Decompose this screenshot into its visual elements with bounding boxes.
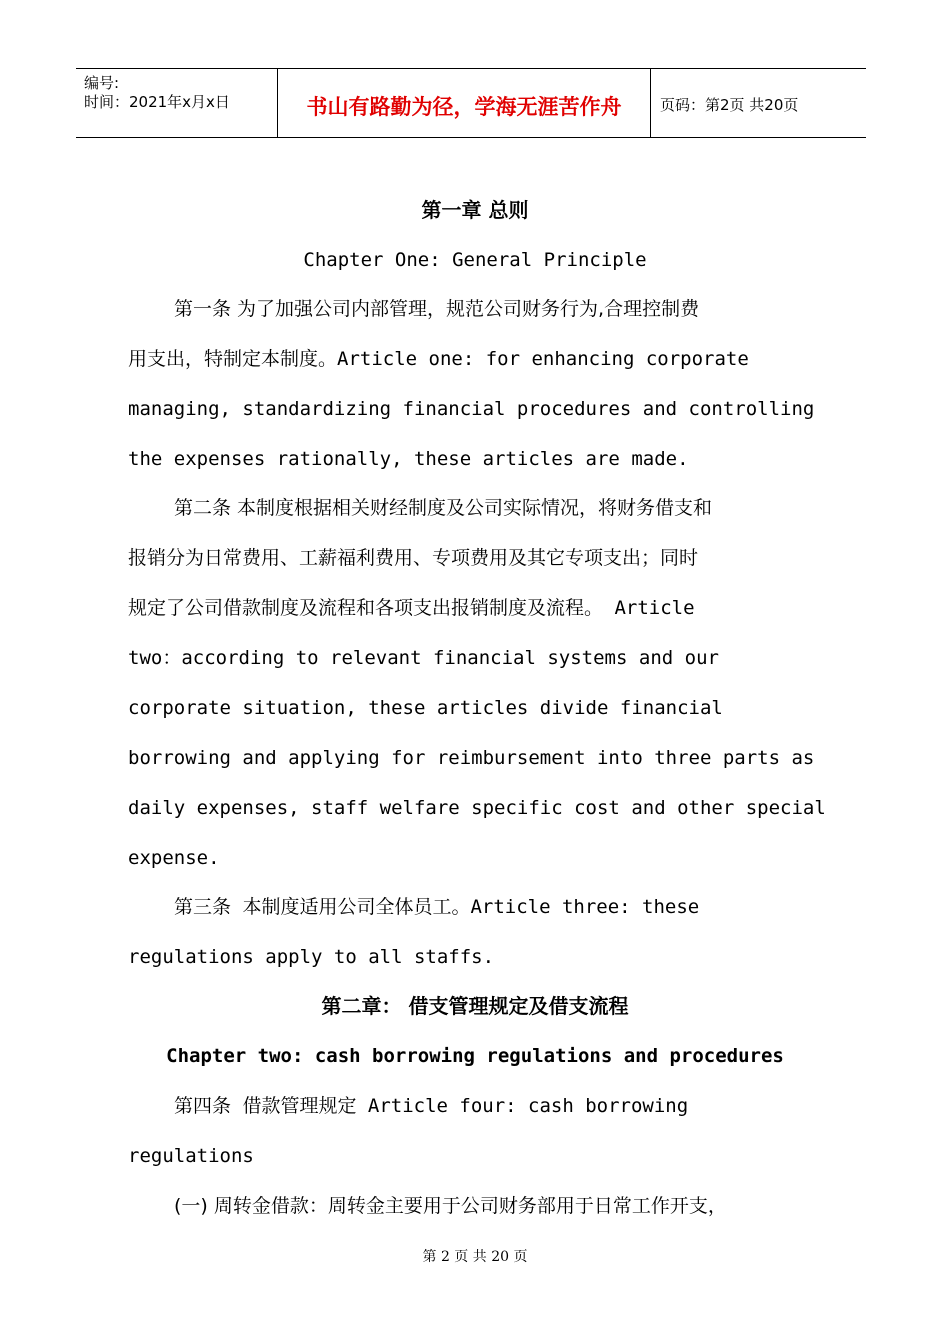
chapter-1-title-en: Chapter One: General Principle bbox=[303, 249, 647, 271]
article-2-line-1: 第二条 本制度根据相关财经制度及公司实际情况，将财务借支和 bbox=[174, 497, 713, 519]
article-1-line-2: 用支出，特制定本制度。Article one: for enhancing corporate bbox=[128, 348, 749, 370]
article-2-line-5: corporate situation, these articles divide financial bbox=[128, 697, 723, 719]
document-date: 时间：2021年x月x日 bbox=[84, 93, 230, 111]
page-footer: 第 2 页 共 20 页 bbox=[422, 1249, 528, 1265]
article-1-line-4: the expenses rationally, these articles are made. bbox=[128, 448, 689, 470]
header-motto-cell bbox=[278, 69, 651, 137]
article-1-line-3: managing, standardizing financial procedures and controlling bbox=[128, 398, 815, 420]
chapter-2-title-en: Chapter two: cash borrowing regulations and procedures bbox=[166, 1045, 784, 1067]
article-4-line-2: regulations bbox=[128, 1145, 254, 1167]
article-4-line-1: 第四条 借款管理规定 Article four: cash borrowing bbox=[174, 1095, 689, 1117]
header-motto: 书山有路勤为径，学海无涯苦作舟 bbox=[306, 95, 622, 119]
article-2-line-7: daily expenses, staff welfare specific cost and other special bbox=[128, 797, 826, 819]
chapter-2-title-cn: 第二章： 借支管理规定及借支流程 bbox=[321, 994, 629, 1018]
document-header bbox=[76, 68, 866, 138]
header-page-info: 页码：第2页 共20页 bbox=[660, 96, 799, 114]
article-2-line-6: borrowing and applying for reimbursement into three parts as bbox=[128, 747, 815, 769]
item-1-line-1: (一) 周转金借款：周转金主要用于公司财务部用于日常工作开支， bbox=[174, 1195, 727, 1217]
header-page-cell bbox=[651, 69, 866, 137]
article-2-line-4: two：according to relevant financial systems and our bbox=[128, 647, 719, 669]
article-2-line-3: 规定了公司借款制度及流程和各项支出报销制度及流程。 Article bbox=[128, 597, 695, 619]
document-number-label: 编号: bbox=[84, 74, 120, 92]
article-2-line-8: expense. bbox=[128, 847, 220, 869]
chapter-1-title-cn: 第一章 总则 bbox=[421, 198, 529, 222]
header-meta-cell bbox=[76, 69, 278, 137]
article-1-line-1: 第一条 为了加强公司内部管理，规范公司财务行为,合理控制费 bbox=[174, 298, 700, 320]
article-3-line-2: regulations apply to all staffs. bbox=[128, 946, 495, 968]
article-2-line-2: 报销分为日常费用、工薪福利费用、专项费用及其它专项支出；同时 bbox=[128, 547, 699, 569]
article-3-line-1: 第三条 本制度适用公司全体员工。Article three: these bbox=[174, 896, 700, 918]
